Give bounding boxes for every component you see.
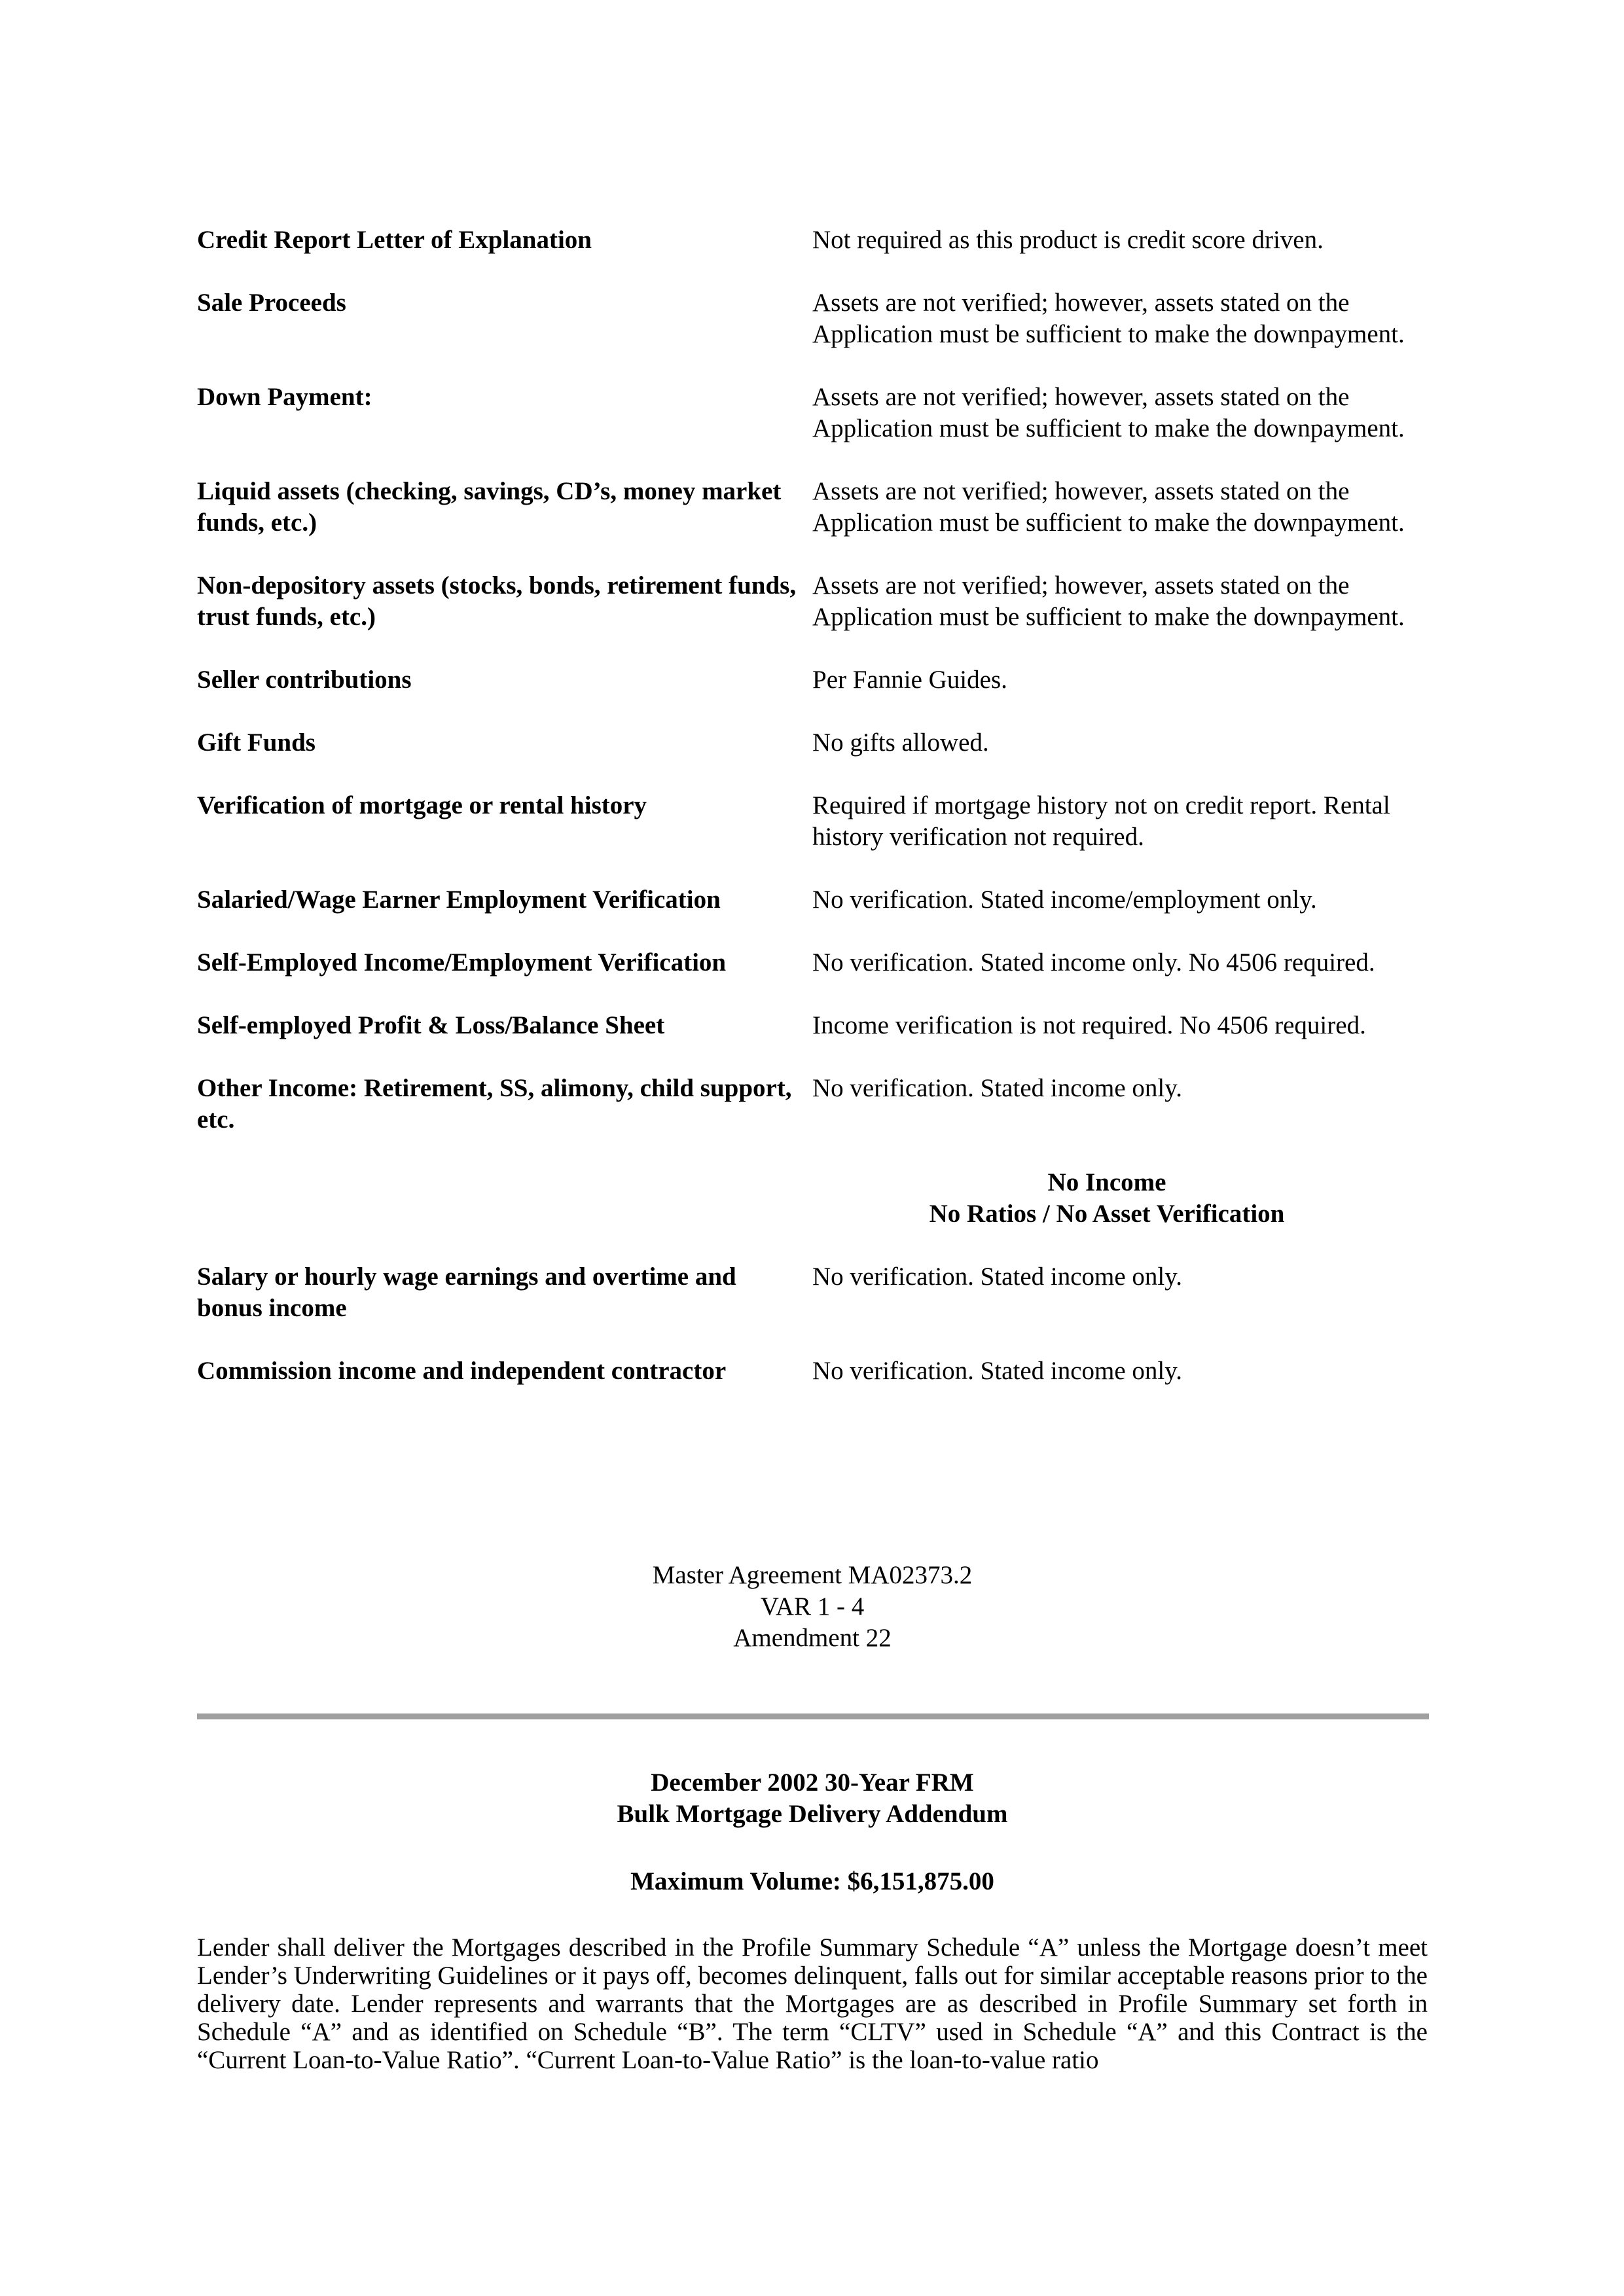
table-row [197, 287, 1428, 350]
row-value: Income verification is not required. No 4506 required. [812, 1011, 1366, 1039]
row-label: Gift Funds [197, 728, 316, 757]
page-footer [197, 1560, 1428, 1654]
table-row [197, 224, 1428, 256]
subheading-line-1: No Income [1047, 1168, 1166, 1196]
addendum-section [197, 1767, 1428, 2074]
row-label: Self-Employed Income/Employment Verification [197, 948, 727, 977]
row-label: Liquid assets (checking, savings, CD’s, money market funds, etc.) [197, 477, 782, 537]
addendum-title [197, 1767, 1428, 1830]
section-subheading [812, 1167, 1401, 1230]
row-label: Other Income: Retirement, SS, alimony, child support, etc. [197, 1074, 792, 1134]
row-value: No verification. Stated income only. [812, 1357, 1182, 1385]
row-value: No verification. Stated income only. [812, 1263, 1182, 1291]
table-row [197, 382, 1428, 444]
row-value: Assets are not verified; however, assets stated on the Application must be sufficient to make the downpayment. [812, 571, 1405, 631]
table-row [197, 884, 1428, 916]
table-row [197, 1261, 1428, 1324]
row-value: Assets are not verified; however, assets stated on the Application must be sufficient to make the downpayment. [812, 477, 1405, 537]
requirements-table [197, 224, 1428, 1418]
row-value: Per Fannie Guides. [812, 666, 1007, 694]
row-label: Seller contributions [197, 666, 412, 694]
row-value: Assets are not verified; however, assets stated on the Application must be sufficient to make the downpayment. [812, 289, 1405, 348]
table-row [197, 1010, 1428, 1041]
footer-amendment: Amendment 22 [733, 1624, 892, 1652]
row-label: Non-depository assets (stocks, bonds, retirement funds, trust funds, etc.) [197, 571, 797, 631]
row-value: Required if mortgage history not on credit report. Rental history verification not required. [812, 791, 1390, 851]
row-label: Down Payment: [197, 383, 372, 411]
table-row [197, 570, 1428, 633]
row-label: Sale Proceeds [197, 289, 346, 317]
table-row [197, 727, 1428, 759]
row-value: No verification. Stated income only. [812, 1074, 1182, 1102]
row-value: Not required as this product is credit score driven. [812, 226, 1324, 254]
row-value: Assets are not verified; however, assets stated on the Application must be sufficient to make the downpayment. [812, 383, 1405, 442]
table-row [197, 664, 1428, 696]
footer-agreement: Master Agreement MA02373.2 [652, 1561, 973, 1589]
row-value: No gifts allowed. [812, 728, 989, 757]
addendum-paragraph: Lender shall deliver the Mortgages described in the Profile Summary Schedule “A” unless the Mortgage doesn’t meet Lender’s Underwriting Guidelines or it pays off, becomes delinquent, falls out for similar acceptable reasons prior to the delivery date. Lender represents and warrants that the Mortgages are as described in Profile Summary set forth in Schedule “A” and as identified on Schedule “B”. The term “CLTV” used in Schedule “A” and this Contract is the “Current Loan-to-Value Ratio”. “Current Loan-to-Value Ratio” is the loan-to-value ratio [197, 1933, 1428, 2074]
row-label: Salaried/Wage Earner Employment Verification [197, 886, 721, 914]
table-row [197, 947, 1428, 978]
maximum-volume: Maximum Volume: $6,151,875.00 [630, 1867, 994, 1895]
row-label: Self-employed Profit & Loss/Balance Sheet [197, 1011, 665, 1039]
row-label: Salary or hourly wage earnings and overtime and bonus income [197, 1263, 736, 1322]
page-divider [197, 1713, 1429, 1719]
subheading-line-2: No Ratios / No Asset Verification [929, 1200, 1285, 1228]
addendum-title-line-2: Bulk Mortgage Delivery Addendum [617, 1800, 1008, 1828]
addendum-title-line-1: December 2002 30-Year FRM [651, 1768, 974, 1797]
footer-var: VAR 1 - 4 [760, 1592, 865, 1621]
row-label: Credit Report Letter of Explanation [197, 226, 592, 254]
table-row [197, 1073, 1428, 1136]
row-label: Verification of mortgage or rental history [197, 791, 647, 819]
table-row [197, 1355, 1428, 1387]
row-value: No verification. Stated income only. No 4506 required. [812, 948, 1375, 977]
row-label: Commission income and independent contractor [197, 1357, 727, 1385]
table-row [197, 790, 1428, 853]
table-row [197, 476, 1428, 539]
row-value: No verification. Stated income/employment only. [812, 886, 1317, 914]
